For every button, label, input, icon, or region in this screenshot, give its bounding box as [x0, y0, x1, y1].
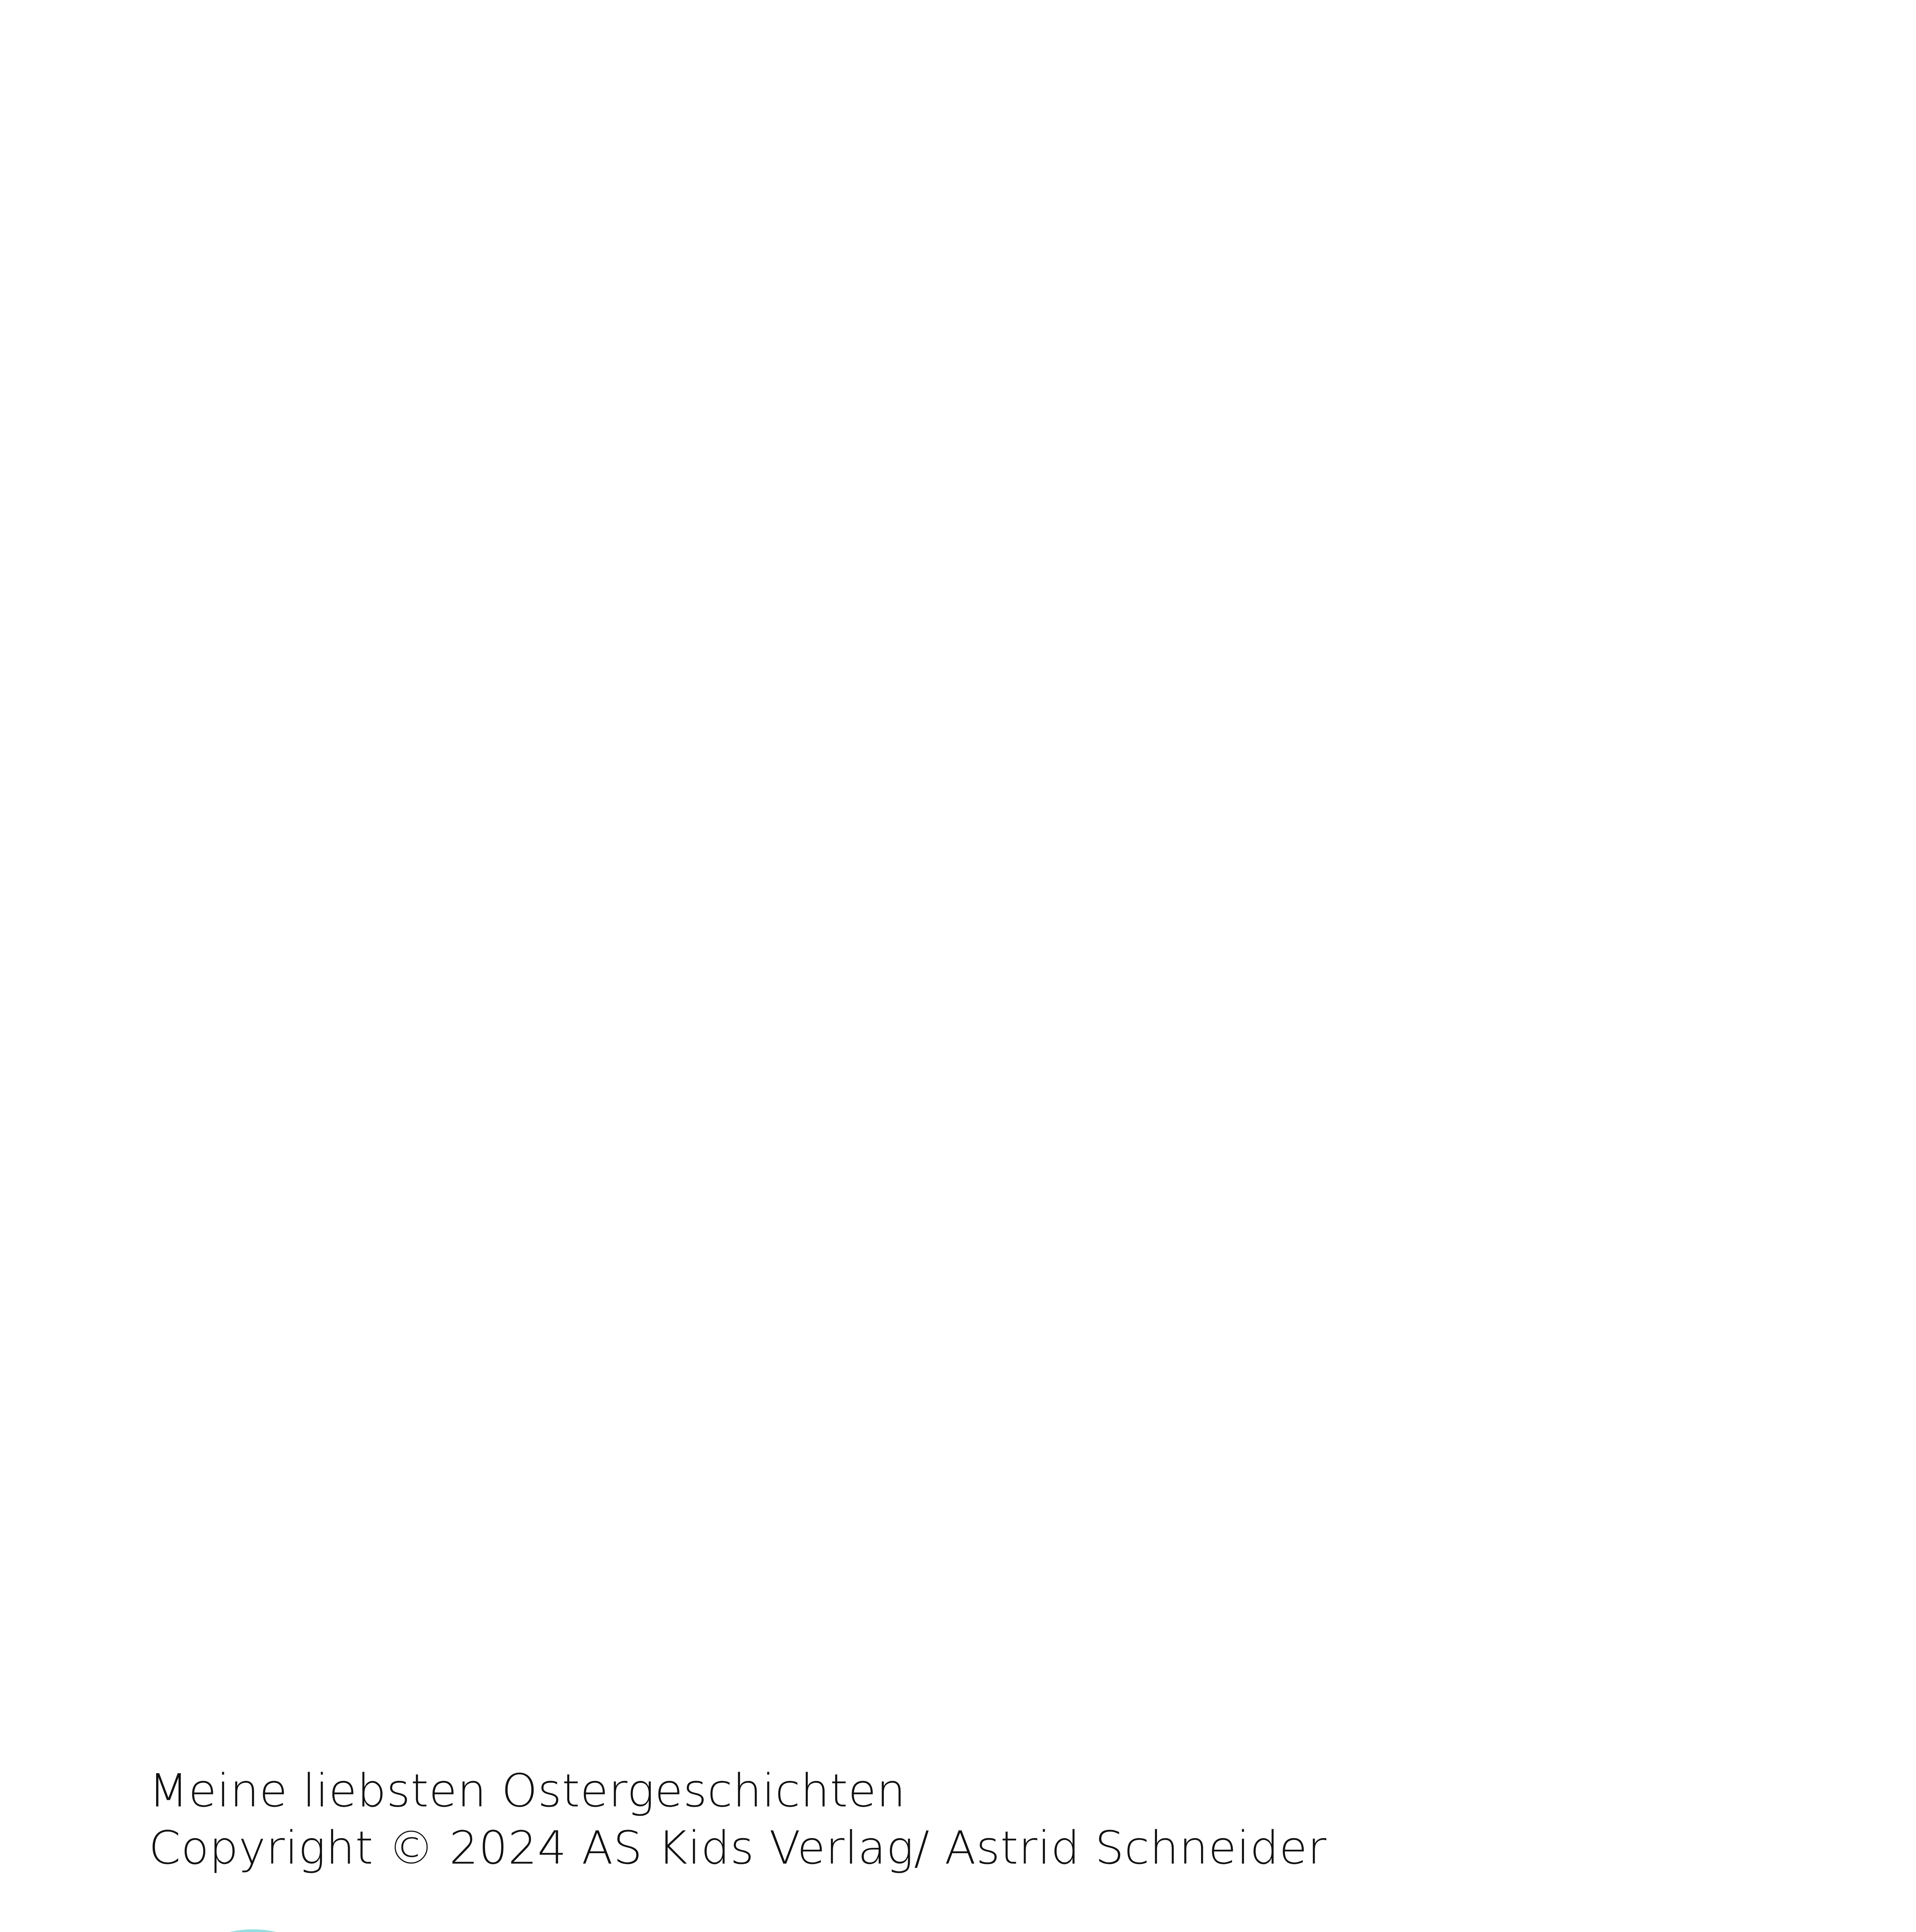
logo-row — [147, 1928, 630, 1932]
copyright-notice: Copyright © 2024 AS Kids Verlag/ Astrid Schneider — [149, 1821, 1327, 1874]
as-verlag-logo — [147, 1928, 359, 1932]
imprint-header — [149, 1762, 1695, 1876]
book-title: Meine liebsten Ostergeschichten — [149, 1764, 906, 1817]
